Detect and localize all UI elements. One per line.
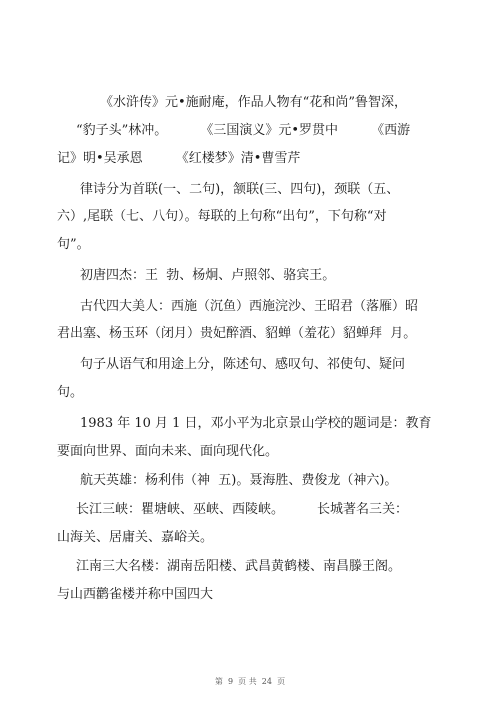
paragraph-line: 1983 年 10 月 1 日，邓小平为北京景山学校的题词是：教育 — [80, 416, 432, 431]
paragraph-line: 《水浒传》元•施耐庵，作品人物有“花和尚”鲁智深， — [100, 95, 407, 110]
paragraph-line: 古代四大美人：西施（沉鱼）西施浣沙、王昭君（落雁）昭 — [80, 299, 419, 314]
paragraph-line: 记》明•吴承恩 《红楼梦》清•曹雪芹 — [57, 151, 301, 166]
paragraph-line: 初唐四杰：王 勃、杨炯、卢照邻、骆宾王。 — [80, 268, 336, 283]
paragraph-line: 君出塞、杨玉环（闭月）贵妃醉酒、貂蝉（羞花）貂蝉拜 月。 — [57, 326, 417, 341]
paragraph-line: “豹子头”林冲。 《三国演义》元•罗贯中 《西游 — [76, 123, 411, 138]
paragraph-line: 律诗分为首联(一、二句)，颔联(三、四句)，颈联（五、 — [80, 182, 400, 197]
paragraph-line: 六）,尾联（七、八句）。每联的上句称“出句”，下句称“对 — [57, 209, 387, 224]
paragraph-line: 江南三大名楼：湖南岳阳楼、武昌黄鹤楼、南昌滕王阁。 — [76, 559, 402, 574]
paragraph-line: 句。 — [57, 385, 84, 400]
paragraph-line: 句子从语气和用途上分，陈述句、感叹句、祁使句、疑问 — [80, 357, 406, 372]
paragraph-line: 与山西鹳雀楼并称中国四大 — [57, 587, 214, 602]
paragraph-line: 长江三峡：瞿塘峡、巫峡、西陵峡。 长城著名三关： — [76, 502, 409, 517]
paragraph-line: 航天英雄：杨利伟（神 五)。聂海胜、费俊龙（神六)。 — [80, 473, 398, 488]
paragraph-line: 山海关、居庸关、嘉峪关。 — [57, 530, 214, 545]
paragraph-line: 要面向世界、面向未来、面向现代化。 — [57, 444, 279, 459]
page-number-footer: 第 9 页 共 24 页 — [214, 677, 286, 686]
paragraph-line: 句”。 — [57, 237, 90, 252]
